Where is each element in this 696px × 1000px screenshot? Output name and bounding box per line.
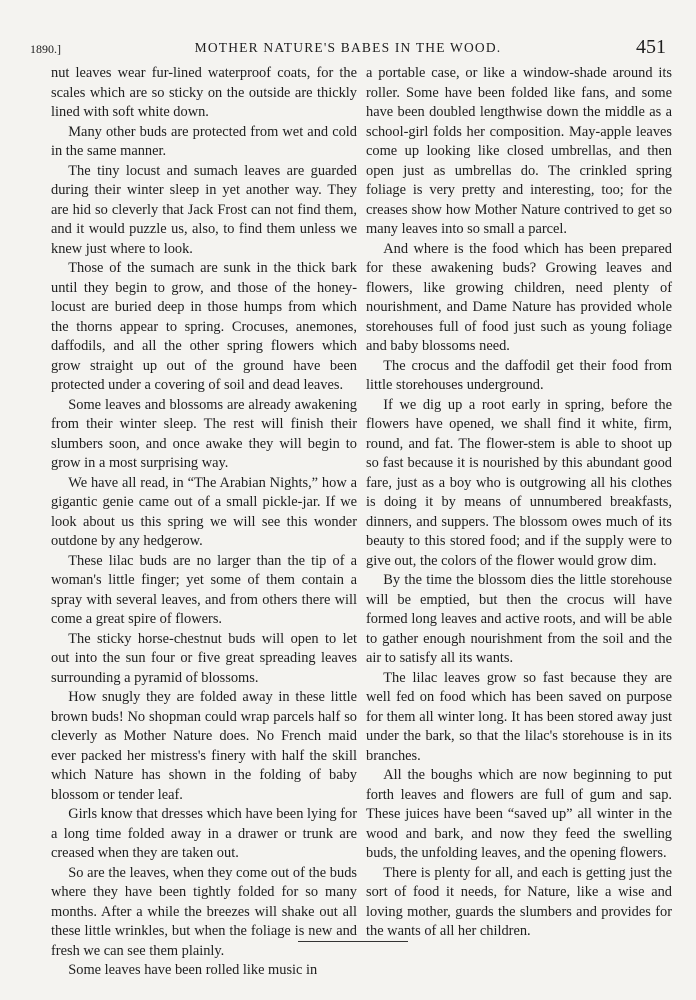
paragraph: By the time the blossom dies the little storehouse will be emptied, but then the crocus will have formed long leaves and active roots, and will be able to gather enough nourishment from the soil and the air to satisfy all its wants. — [366, 572, 672, 666]
paragraph: How snugly they are folded away in these little brown buds! No shopman could wrap parcels half so cleverly as Mother Nature does. No French maid ever packed her mistress's finery with half the skill which Nature has shown in the folding of baby blossom or tender leaf. — [51, 689, 357, 803]
paragraph: The tiny locust and sumach leaves are guarded during their winter sleep in yet another way. They are hid so cleverly that Jack Frost can not find them, and it would puzzle us, also, to find them unless we knew just where to look. — [51, 162, 357, 257]
paragraph: Some leaves and blossoms are already awakening from their winter sleep. The rest will finish their slumbers soon, and once awake they will begin to grow in a most surprising way. — [51, 396, 357, 471]
paragraph: And where is the food which has been prepared for these awakening buds? Growing leaves and flowers, like growing children, need plenty of nourishment, and Dame Nature has provided whole storehouses full of food just such as young foliage and baby blossoms need. — [366, 240, 672, 354]
paragraph: The sticky horse-chestnut buds will open to let out into the sun four or five great spreading leaves surrounding a pyramid of blossoms. — [51, 630, 357, 686]
paragraph: The lilac leaves grow so fast because they are well fed on food which has been saved on purpose for them all winter long. It has been stored away just under the bark, so that the lilac's storehouse is in its branches. — [366, 669, 672, 764]
paragraph: Many other buds are protected from wet and cold in the same manner. — [51, 123, 357, 159]
left-column — [51, 64, 357, 981]
end-rule — [298, 941, 408, 942]
header-date: 1890.] — [30, 42, 61, 56]
paragraph: So are the leaves, when they come out of the buds where they have been tightly folded for so many months. After a while the breezes will shake out all these little wrinkles, but when the foliage is new and fresh we can see them plainly. — [51, 864, 357, 959]
paragraph: nut leaves wear fur-lined waterproof coats, for the scales which are so sticky on the outside are thickly lined with soft white down. — [51, 65, 357, 120]
paragraph: All the boughs which are now beginning to put forth leaves and flowers are full of gum and sap. These juices have been “saved up” all winter in the wood and bark, and now they feed the swelling buds, the unfolding leaves, and the opening flowers. — [366, 767, 672, 861]
paragraph: We have all read, in “The Arabian Nights,” how a gigantic genie came out of a small pickle-jar. If we look about us this spring we will see this wonder outdone by any hedgerow. — [51, 474, 357, 549]
paragraph: Those of the sumach are sunk in the thick bark until they begin to grow, and those of the honey-locust are buried deep in those humps from which the thorns appear to spring. Crocuses, anemones, daffodils, and all the other spring flowers which grow straight up out of the ground have been protected under a covering of soil and dead leaves. — [51, 260, 357, 393]
paragraph: Girls know that dresses which have been lying for a long time folded away in a drawer or trunk are creased when they are taken out. — [51, 806, 357, 861]
running-title: MOTHER NATURE'S BABES IN THE WOOD. — [194, 40, 502, 55]
paragraph: a portable case, or like a window-shade around its roller. Some have been folded like fans, and some have been doubled lengthwise down the middle as a school-girl folds her composition. May-apple leaves come up looking like closed umbrellas, and then open just as umbrellas do. The crinkled spring foliage is very pretty and interesting, too; for the creases show how Mother Nature contrived to get so many leaves into so small a parcel. — [366, 65, 672, 237]
paragraph: These lilac buds are no larger than the tip of a woman's little finger; yet some of them contain a spray with several leaves, and from others there will come a great spire of flowers. — [51, 552, 357, 627]
paragraph: There is plenty for all, and each is getting just the sort of food it needs, for Nature, like a wise and loving mother, guards the slumbers and provides for the wants of all her children. — [366, 864, 672, 939]
paragraph: Some leaves have been rolled like music in — [68, 962, 318, 978]
paragraph: The crocus and the daffodil get their food from little storehouses underground. — [366, 357, 672, 393]
paragraph: If we dig up a root early in spring, before the flowers have opened, we shall find it white, firm, round, and fat. The flower-stem is able to shoot up so fast because it is nourished by this abundant good fare, just as a boy who is outgrowing all his clothes is doing it by means of unnumbered breakfasts, dinners, and suppers. The blossom owes much of its beauty to this stored food; and if the supply were to give out, the colors of the flower would grow dim. — [366, 396, 672, 569]
page-number: 451 — [636, 36, 666, 58]
right-column — [366, 64, 672, 942]
